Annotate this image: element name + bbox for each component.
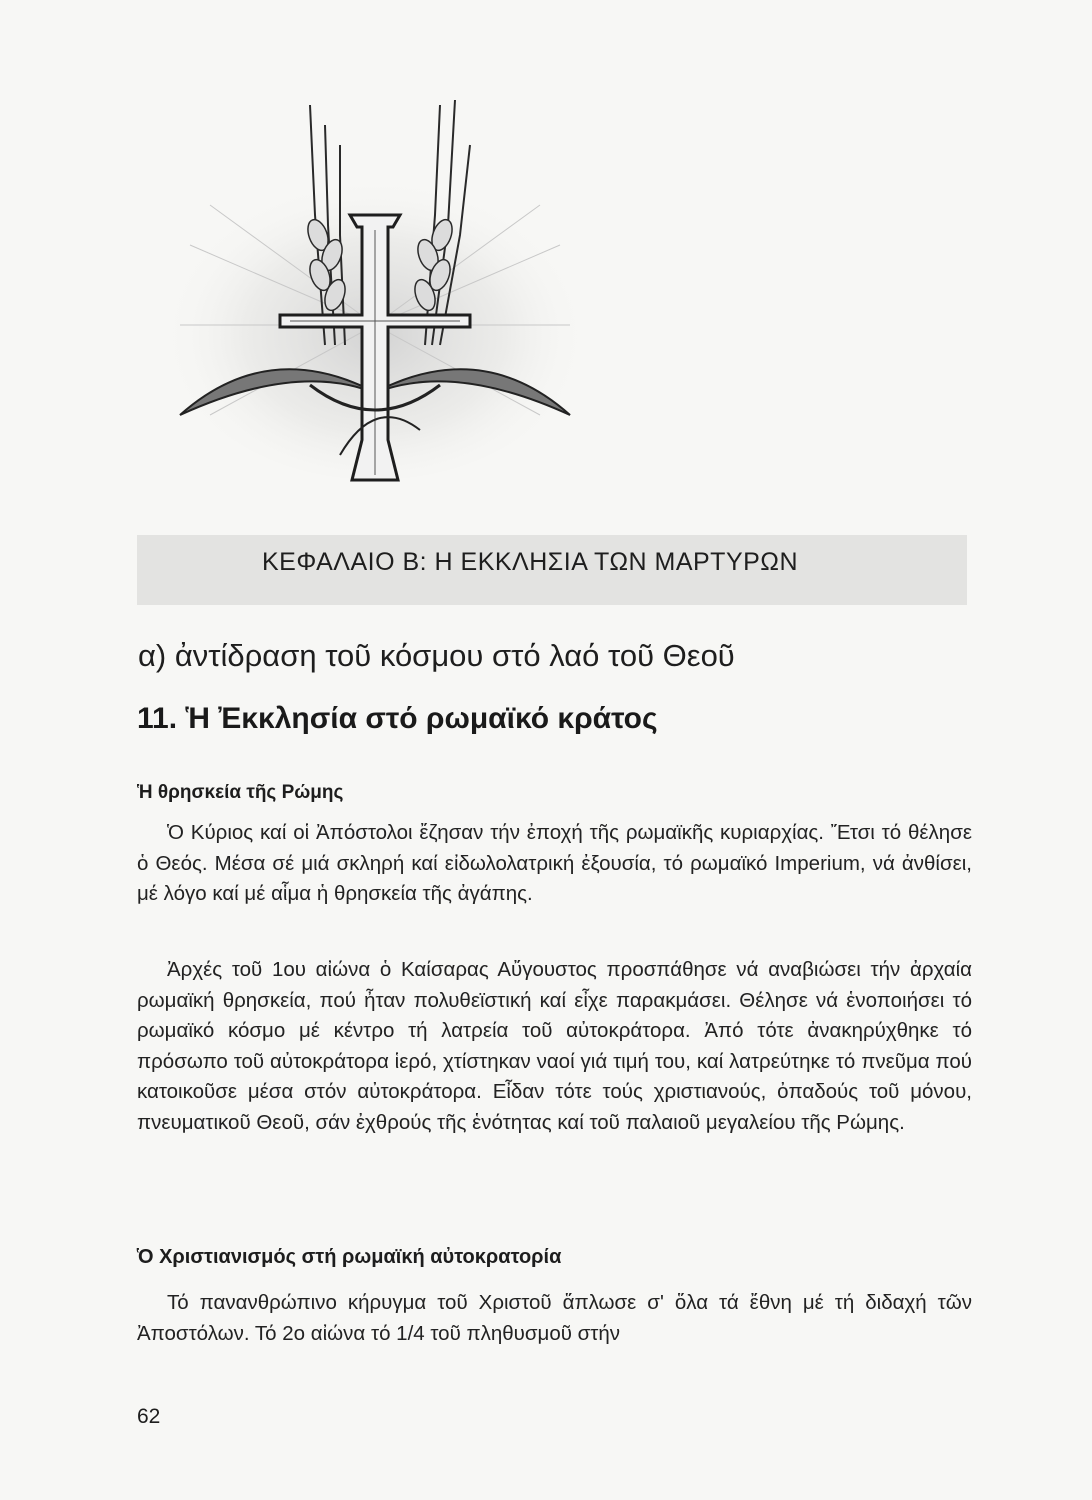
subsection-heading: Ὁ Χριστιανισμός στή ρωμαϊκή αὐτοκρατορία bbox=[137, 1246, 562, 1268]
chapter-title: ΚΕΦΑΛΑΙΟ Β: Η ΕΚΚΛΗΣΙΑ ΤΩΝ ΜΑΡΤΥΡΩΝ bbox=[262, 548, 799, 576]
cross-wheat-emblem-icon bbox=[150, 95, 600, 515]
paragraph: Τό πανανθρώπινο κήρυγμα τοῦ Χριστοῦ ἅπλωσε σ' ὅλα τά ἔθνη μέ τή διδαχή τῶν Ἀποστόλων. Τό 2ο αἰώνα τό 1/4 τοῦ πληθυσμοῦ στήν bbox=[137, 1291, 972, 1345]
paragraph: Ὁ Κύριος καί οἱ Ἀπόστολοι ἔζησαν τήν ἐποχή τῆς ρωμαϊκῆς κυριαρχίας. Ἔτσι τό θέλησε ὁ Θεός. Μέσα σέ μιά σκληρή καί εἰδωλολατρική ἐξουσία, τό ρωμαϊκό Imperium, νά ἀνθίσει, μέ λόγο καί μέ αἷμα ἡ θρησκεία τῆς ἀγάπης. bbox=[137, 821, 972, 905]
page-number: 62 bbox=[137, 1405, 161, 1428]
paragraph: Ἀρχές τοῦ 1ου αἰώνα ὁ Καίσαρας Αὔγουστος προσπάθησε νά αναβιώσει τήν ἀρχαία ρωμαϊκή θρησκεία, πού ἦταν πολυθεϊστική καί εἶχε παρακμάσει. Θέλησε νά ἑνοποιήσει τό ρωμαϊκό κόσμο μέ κέντρο τή λατρεία τοῦ αὐτοκράτορα. Ἀπό τότε ἀνακηρύχθηκε τό πρόσωπο τοῦ αὐτοκράτορα ἱερό, χτίστηκαν ναοί γιά τιμή του, καί λατρεύτηκε τό πνεῦμα πού κατοικοῦσε μέσα στόν αὐτοκράτορα. Εἶδαν τότε τούς χριστιανούς, ὀπαδούς τοῦ μόνου, πνευματικοῦ Θεοῦ, σάν ἐχθρούς τῆς ἑνότητας καί τοῦ παλαιοῦ μεγαλείου τῆς Ρώμης. bbox=[137, 958, 972, 1134]
section-title: α) ἀντίδραση τοῦ κόσμου στό λαό τοῦ Θεοῦ bbox=[138, 638, 735, 673]
lesson-title: 11. Ἡ Ἐκκλησία στό ρωμαϊκό κράτος bbox=[137, 702, 658, 735]
subsection-heading: Ἡ θρησκεία τῆς Ρώμης bbox=[137, 782, 344, 803]
